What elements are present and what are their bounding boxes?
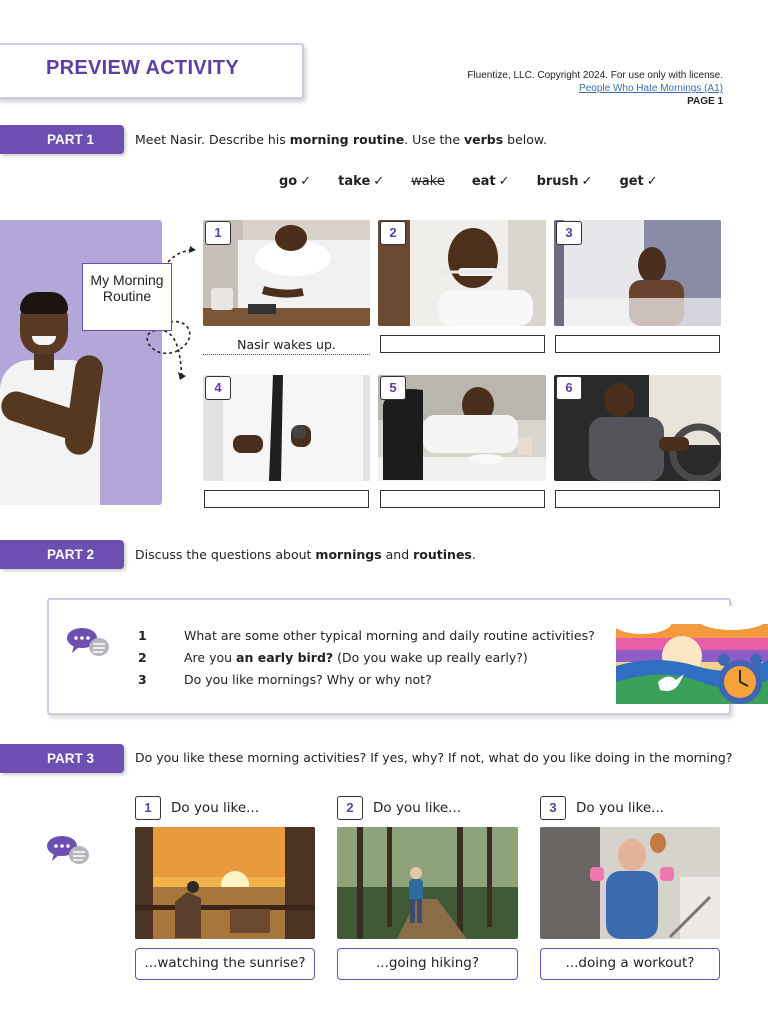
activity-card-header bbox=[337, 796, 461, 820]
item-number-badge: 2 bbox=[380, 221, 406, 245]
activity-prompt: Do you like... bbox=[576, 800, 665, 816]
activity-prompt: Do you like... bbox=[171, 800, 260, 816]
instruction-text: . Use the bbox=[404, 132, 464, 147]
photo-going-hiking bbox=[337, 827, 518, 939]
page-title: PREVIEW ACTIVITY bbox=[46, 57, 239, 79]
instruction-text: and bbox=[381, 547, 414, 562]
verb-item bbox=[619, 174, 657, 189]
item-number-badge: 5 bbox=[380, 376, 406, 400]
question-number: 2 bbox=[138, 650, 147, 665]
question-number: 1 bbox=[138, 628, 147, 643]
page-number: PAGE 1 bbox=[687, 96, 723, 107]
instruction-bold: morning routine bbox=[289, 132, 405, 147]
question-text bbox=[184, 628, 595, 643]
activity-card-header bbox=[540, 796, 664, 820]
question-number: 3 bbox=[138, 672, 147, 687]
instruction-bold: mornings bbox=[315, 547, 382, 562]
checkmark-icon: ✓ bbox=[646, 174, 658, 189]
question-text bbox=[184, 672, 432, 687]
instruction-bold: routines bbox=[413, 547, 472, 562]
nasir-figure-hair bbox=[20, 292, 68, 314]
item-number-badge: 1 bbox=[135, 796, 161, 820]
verb-word: brush bbox=[536, 174, 579, 189]
verb-word: take bbox=[338, 174, 371, 189]
question-text-bold: an early bird? bbox=[236, 650, 334, 665]
question-text-part: Do you like mornings? Why or why not? bbox=[184, 672, 432, 687]
answer-field-2[interactable] bbox=[380, 335, 545, 353]
verb-item-crossed bbox=[411, 174, 445, 189]
chat-bubbles-icon bbox=[66, 627, 110, 659]
part-1-tag: PART 1 bbox=[0, 125, 124, 154]
copyright-block bbox=[467, 69, 723, 108]
answer-field-3[interactable] bbox=[555, 335, 720, 353]
my-morning-routine-label: My Morning Routine bbox=[82, 263, 172, 331]
item-number-badge: 3 bbox=[540, 796, 566, 820]
question-text-part: (Do you wake up really early?) bbox=[333, 650, 528, 665]
lesson-link[interactable]: People Who Hate Mornings (A1) bbox=[579, 83, 723, 94]
photo-doing-workout bbox=[540, 827, 720, 939]
question-text-part: What are some other typical morning and daily routine activities? bbox=[184, 628, 595, 643]
answer-field-4[interactable] bbox=[204, 490, 369, 508]
checkmark-icon: ✓ bbox=[300, 174, 312, 189]
instruction-text: below. bbox=[503, 132, 547, 147]
item-number-badge: 2 bbox=[337, 796, 363, 820]
alarm-clock-icon bbox=[718, 654, 762, 704]
verb-word: wake bbox=[411, 174, 445, 189]
instruction-bold: verbs bbox=[464, 132, 504, 147]
part-3-tag: PART 3 bbox=[0, 744, 124, 773]
verb-item bbox=[338, 174, 384, 189]
photo-watching-sunrise bbox=[135, 827, 315, 939]
verb-list bbox=[279, 174, 658, 189]
answer-field-5[interactable] bbox=[380, 490, 545, 508]
sunrise-illustration bbox=[612, 604, 768, 712]
item-number-badge: 4 bbox=[205, 376, 231, 400]
verb-word: eat bbox=[471, 174, 496, 189]
question-text bbox=[184, 650, 528, 665]
verb-item bbox=[279, 174, 311, 189]
activity-caption: ...doing a workout? bbox=[540, 948, 720, 980]
instruction-text: . bbox=[471, 547, 476, 562]
item-number-badge: 3 bbox=[556, 221, 582, 245]
instruction-text: Discuss the questions about bbox=[135, 547, 316, 562]
item-number-badge: 6 bbox=[556, 376, 582, 400]
answer-field-1[interactable]: Nasir wakes up. bbox=[203, 336, 370, 355]
instruction-text: Meet Nasir. Describe his bbox=[135, 132, 290, 147]
checkmark-icon: ✓ bbox=[498, 174, 510, 189]
activity-caption: ...going hiking? bbox=[337, 948, 518, 980]
activity-caption: ...watching the sunrise? bbox=[135, 948, 315, 980]
part-3-instruction: Do you like these morning activities? If yes, why? If not, what do you like doing in the morning? bbox=[135, 750, 733, 765]
part-2-instruction bbox=[135, 547, 476, 562]
question-text-part: Are you bbox=[184, 650, 237, 665]
activity-card-header bbox=[135, 796, 259, 820]
verb-item bbox=[472, 174, 510, 189]
copyright-text: Fluentize, LLC. Copyright 2024. For use only with license. bbox=[467, 70, 723, 81]
item-number-badge: 1 bbox=[205, 221, 231, 245]
part-1-instruction bbox=[135, 132, 547, 147]
activity-prompt: Do you like... bbox=[373, 800, 462, 816]
verb-word: go bbox=[279, 174, 298, 189]
checkmark-icon: ✓ bbox=[373, 174, 385, 189]
part-2-tag: PART 2 bbox=[0, 540, 124, 569]
verb-word: get bbox=[619, 174, 644, 189]
answer-field-6[interactable] bbox=[555, 490, 720, 508]
chat-bubbles-icon bbox=[46, 835, 90, 867]
checkmark-icon: ✓ bbox=[581, 174, 593, 189]
verb-item bbox=[537, 174, 593, 189]
